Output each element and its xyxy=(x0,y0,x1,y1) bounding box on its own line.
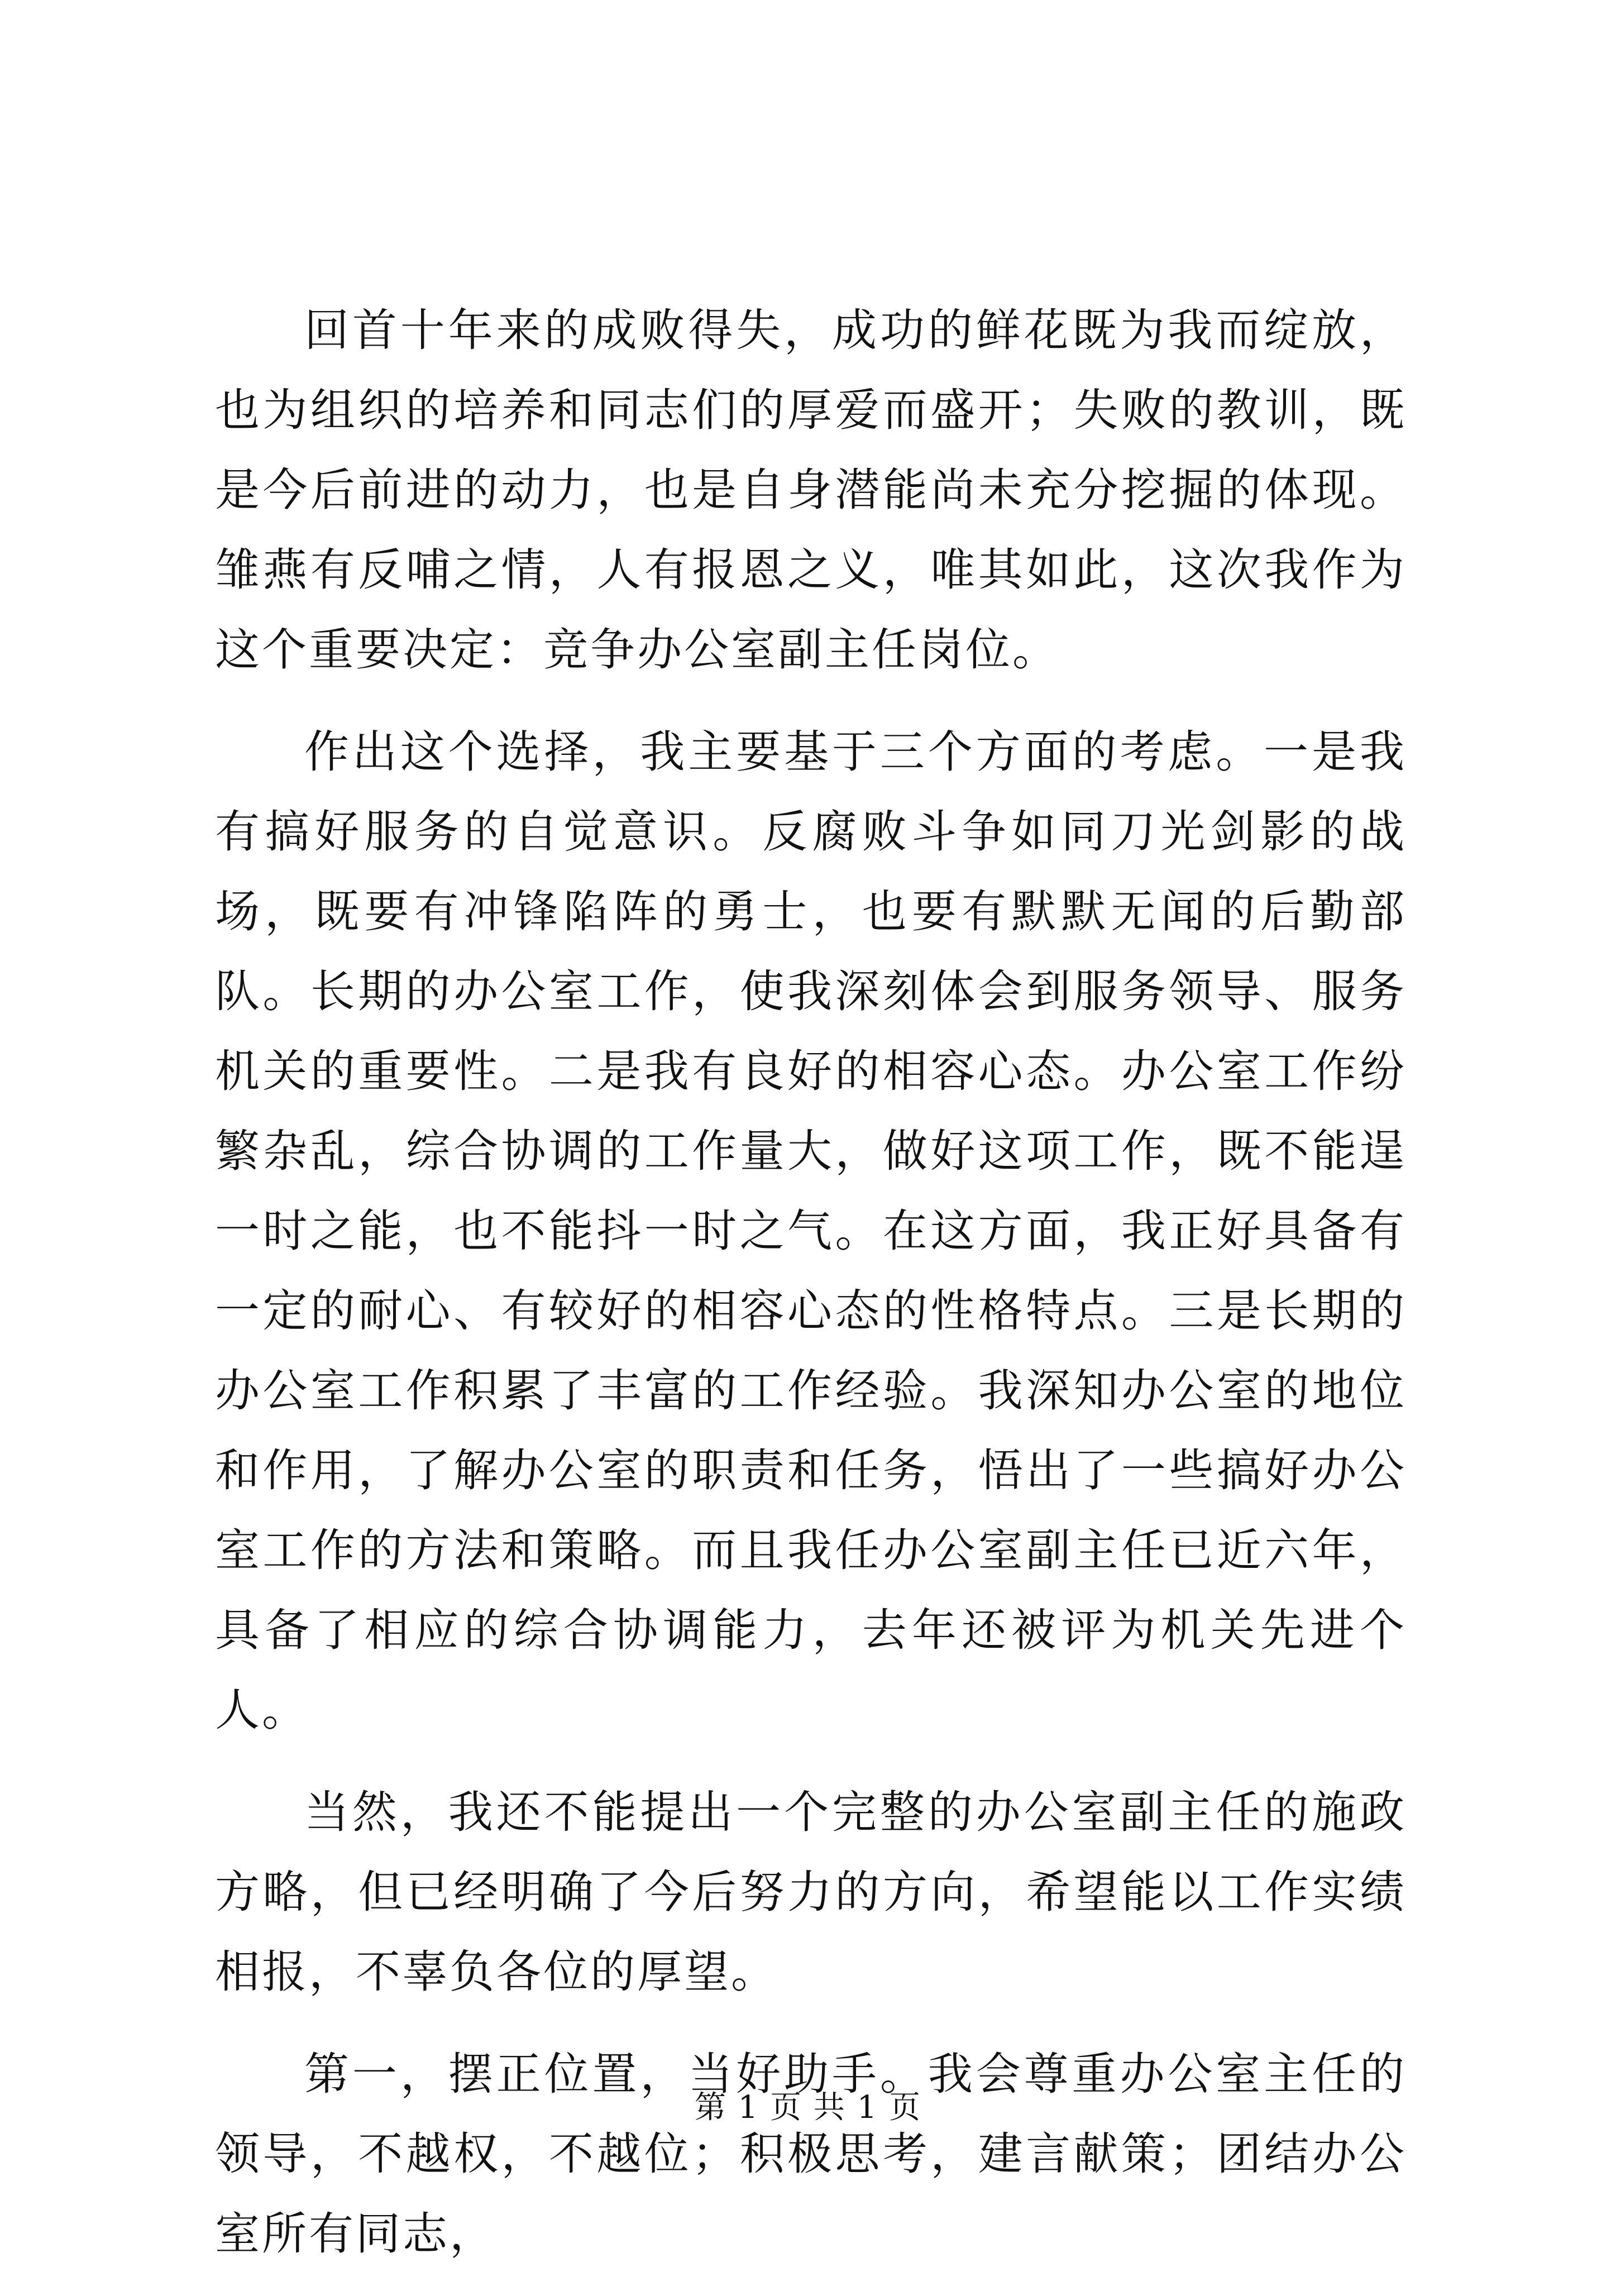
paragraph-1: 回首十年来的成败得失，成功的鲜花既为我而绽放，也为组织的培养和同志们的厚爱而盛开；失败的教训，既是今后前进的动力，也是自身潜能尚未充分挖掘的体现。雏燕有反哺之情，人有报恩之义，唯其如此，这次我作为这个重要决定：竞争办公室副主任岗位。 xyxy=(215,304,1407,676)
page-number-label: 第 1 页 共 1 页 xyxy=(694,2089,922,2126)
paragraph-3: 当然，我还不能提出一个完整的办公室副主任的施政方略，但已经明确了今后努力的方向，希望能以工作实绩相报，不辜负各位的厚望。 xyxy=(215,1786,1407,1998)
paragraph-2: 作出这个选择，我主要基于三个方面的考虑。一是我有搞好服务的自觉意识。反腐败斗争如同刀光剑影的战场，既要有冲锋陷阵的勇士，也要有默默无闻的后勤部队。长期的办公室工作，使我深刻体会到服务领导、服务机关的重要性。二是我有良好的相容心态。办公室工作纷繁杂乱，综合协调的工作量大，做好这项工作，既不能逞一时之能，也不能抖一时之气。在这方面，我正好具备有一定的耐心、有较好的相容心态的性格特点。三是长期的办公室工作积累了丰富的工作经验。我深知办公室的地位和作用，了解办公室的职责和任务，悟出了一些搞好办公室工作的方法和策略。而且我任办公室副主任已近六年，具备了相应的综合协调能力，去年还被评为机关先进个人。 xyxy=(215,726,1407,1736)
document-body xyxy=(215,290,1407,2296)
paragraph-4: 第一，摆正位置，当好助手。我会尊重办公室主任的领导，不越权，不越位；积极思考，建言献策；团结办公室所有同志， xyxy=(215,2048,1407,2260)
page-footer xyxy=(0,2085,1616,2130)
